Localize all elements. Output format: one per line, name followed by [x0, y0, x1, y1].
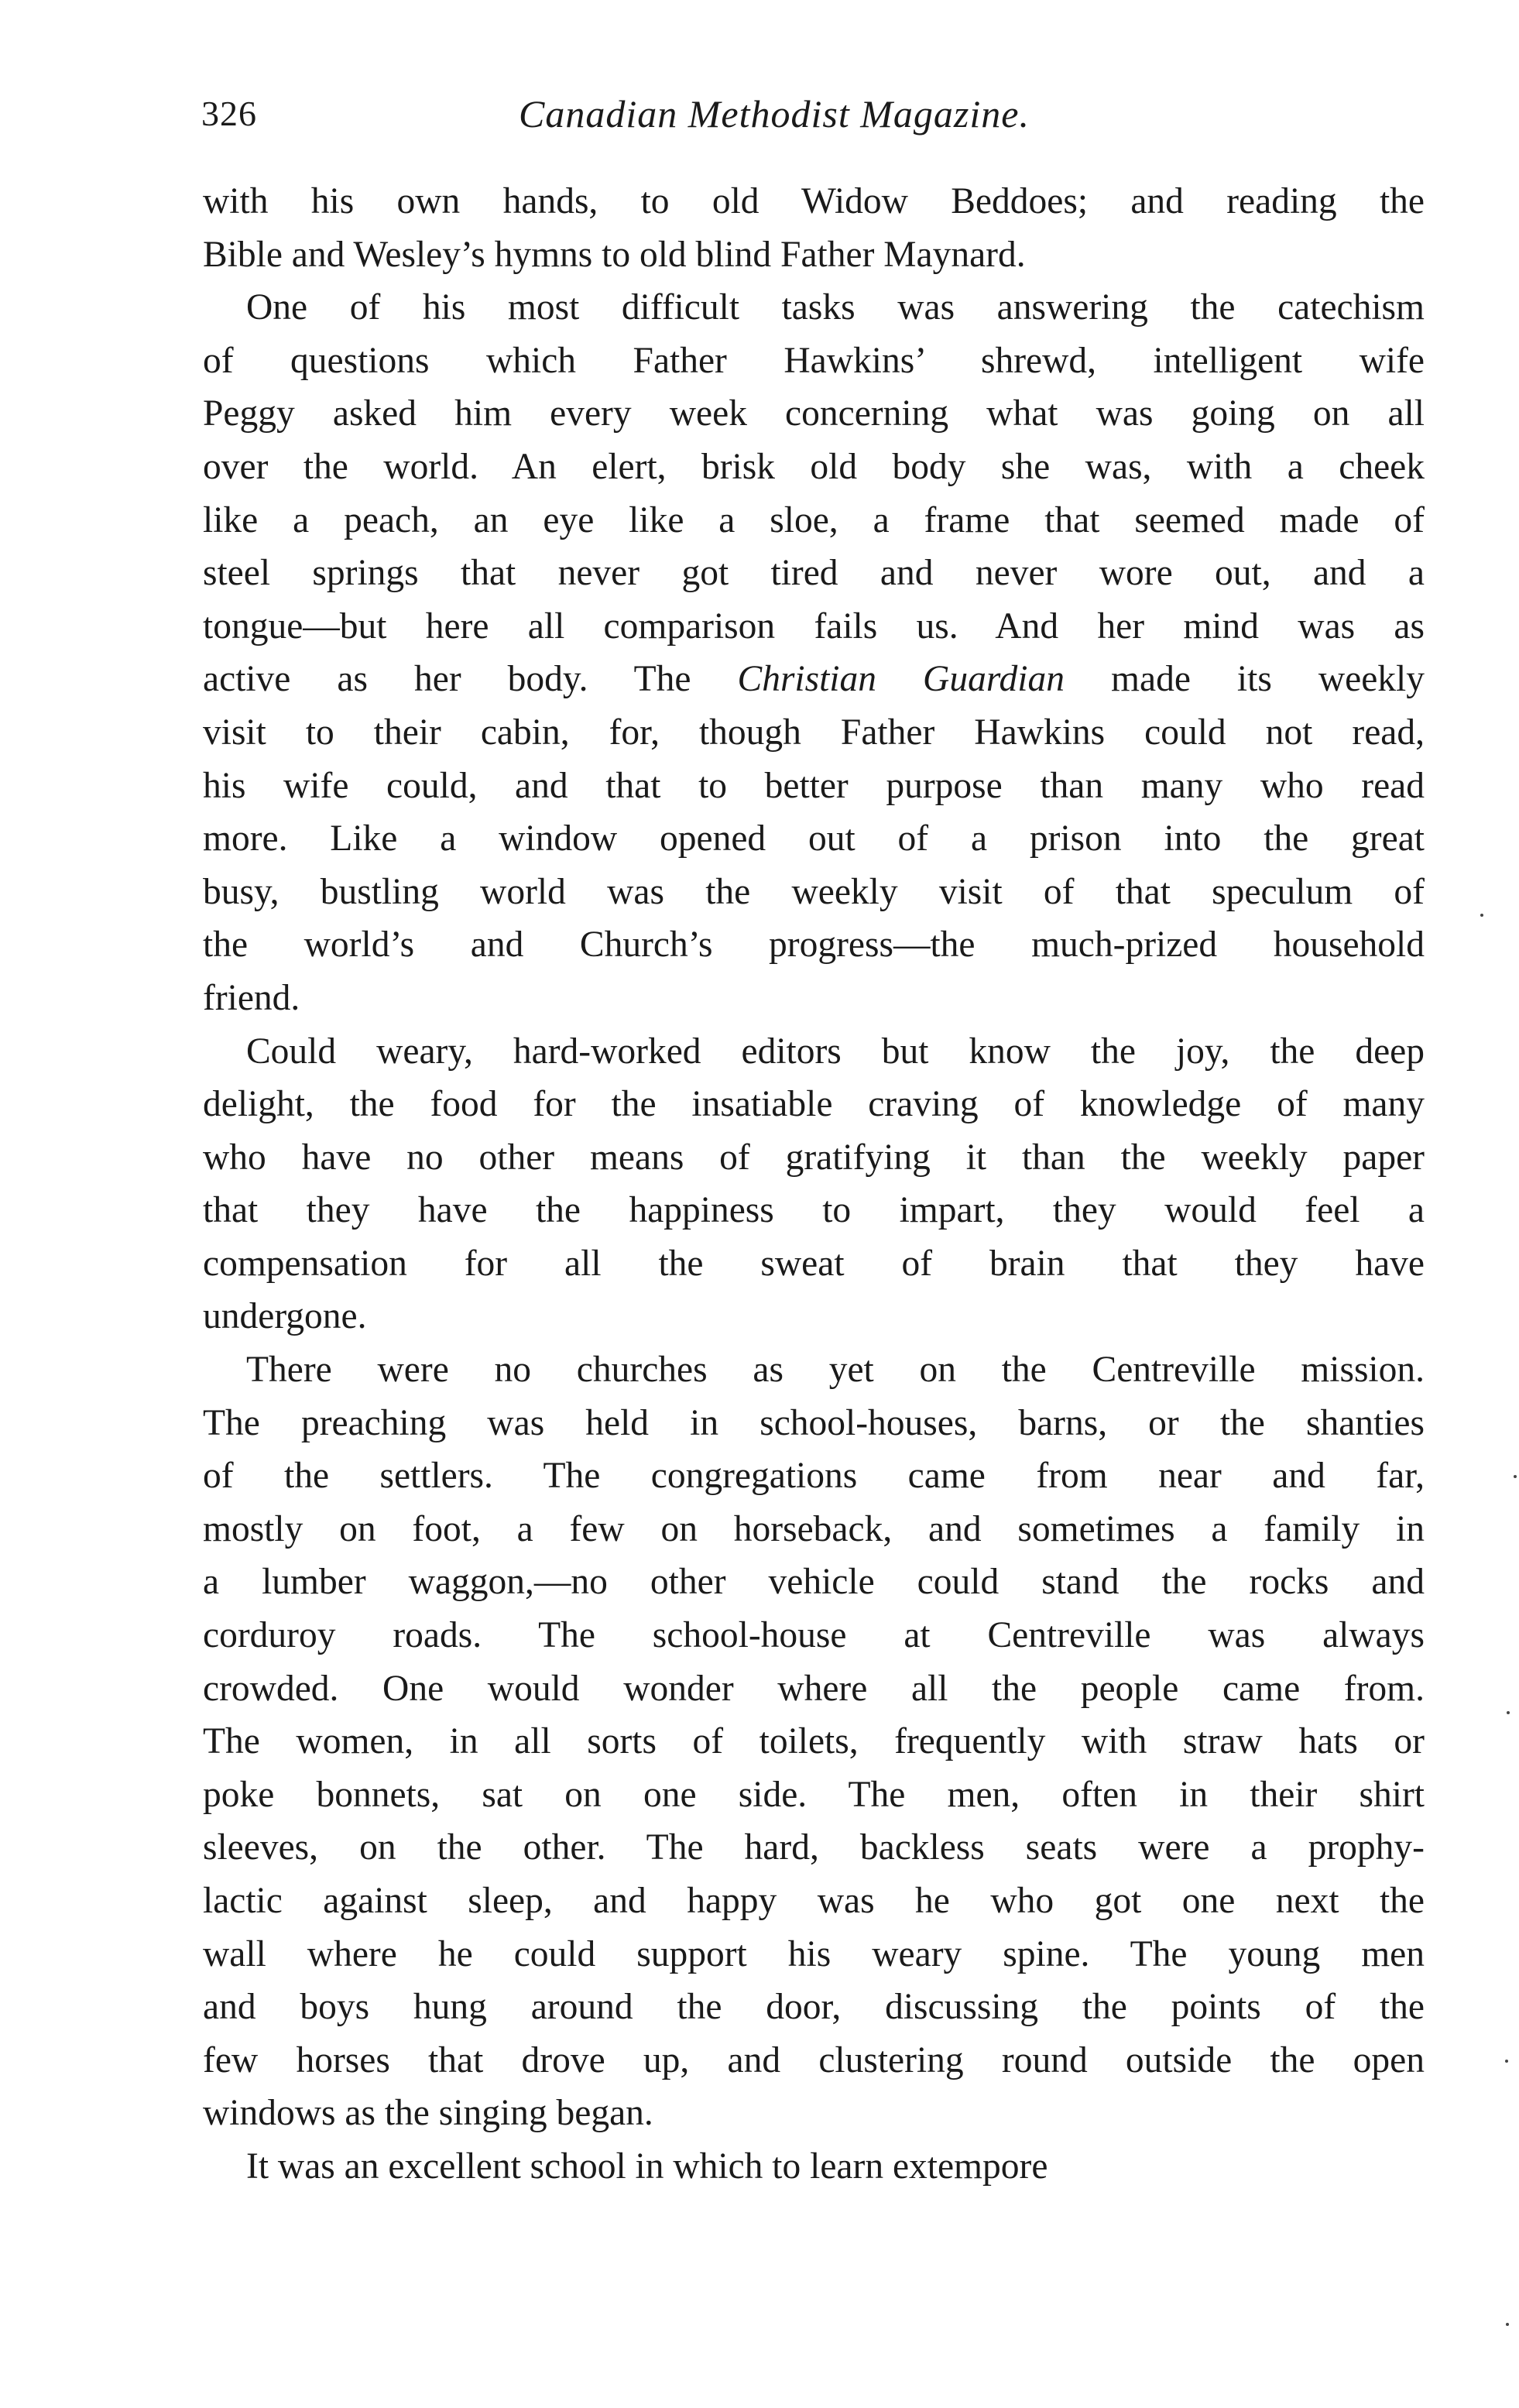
- text-line: a lumber waggon,—no other vehicle could stand the rocks and: [203, 1562, 1425, 1603]
- text-line: and boys hung around the door, discussing the points of the: [203, 1987, 1425, 2028]
- italic-title: Christian Guardian: [737, 659, 1065, 700]
- margin-speck: [1505, 2060, 1508, 2063]
- text-line: The women, in all sorts of toilets, frequently with straw hats or: [203, 1721, 1425, 1762]
- text-line: The preaching was held in school-houses, barns, or the shanties: [203, 1402, 1425, 1443]
- text-line: compensation for all the sweat of brain that they have: [203, 1243, 1425, 1284]
- paragraph: [203, 1025, 1425, 1344]
- paragraph: [203, 2140, 1425, 2194]
- text-line: with his own hands, to old Widow Beddoes; and reading the: [203, 181, 1425, 221]
- text-line: mostly on foot, a few on horseback, and sometimes a family in: [203, 1508, 1425, 1549]
- paragraph: [203, 1343, 1425, 2140]
- text-line: It was an excellent school in which to learn extempore: [246, 2146, 1048, 2187]
- text-line: steel springs that never got tired and never wore out, and a: [203, 553, 1425, 594]
- text-line: There were no churches as yet on the Centreville mission.: [246, 1350, 1425, 1391]
- text-line: busy, bustling world was the weekly visit of that speculum of: [203, 871, 1425, 912]
- text-line: undergone.: [203, 1296, 367, 1337]
- text-line: wall where he could support his weary spine. The young men: [203, 1933, 1425, 1974]
- text-line: delight, the food for the insatiable craving of knowledge of many: [203, 1084, 1425, 1125]
- running-head: [201, 87, 1239, 141]
- margin-speck: [1507, 1711, 1510, 1714]
- text-line: the world’s and Church’s progress—the much-prized household: [203, 924, 1425, 966]
- text-line: that they have the happiness to impart, they would feel a: [203, 1190, 1425, 1231]
- text-line: corduroy roads. The school-house at Centreville was always: [203, 1615, 1425, 1656]
- text-line: visit to their cabin, for, though Father Hawkins could not read,: [203, 712, 1425, 753]
- text-line: more. Like a window opened out of a prison into the great: [203, 818, 1425, 859]
- margin-speck: [1480, 914, 1483, 917]
- text-line: Bible and Wesley’s hymns to old blind Father Maynard.: [203, 234, 1026, 275]
- text-line: active as her body. The Christian Guardian made its weekly: [203, 659, 1425, 700]
- body-text: [203, 175, 1425, 2194]
- text-line: lactic against sleep, and happy was he who got one next the: [203, 1881, 1425, 1921]
- text-line: friend.: [203, 977, 300, 1018]
- text-line: crowded. One would wonder where all the people came from.: [203, 1668, 1425, 1709]
- text-line: One of his most difficult tasks was answering the catechism: [246, 287, 1425, 328]
- margin-speck: [1506, 2323, 1509, 2326]
- text-line: tongue—but here all comparison fails us. And her mind was as: [203, 605, 1425, 647]
- text-line: over the world. An elert, brisk old body she was, with a cheek: [203, 446, 1425, 487]
- text-line: poke bonnets, sat on one side. The men, often in their shirt: [203, 1774, 1425, 1815]
- margin-speck: [1514, 1475, 1517, 1478]
- text-line: his wife could, and that to better purpose than many who read: [203, 765, 1425, 806]
- text-line: sleeves, on the other. The hard, backless seats were a prophy-: [203, 1827, 1425, 1868]
- text-line: windows as the singing began.: [203, 2093, 653, 2134]
- text-line: Peggy asked him every week concerning what was going on all: [203, 393, 1425, 434]
- journal-title: Canadian Methodist Magazine.: [519, 92, 1030, 135]
- paragraph: [203, 175, 1425, 281]
- text-line: few horses that drove up, and clustering round outside the open: [203, 2039, 1425, 2080]
- text-line: of the settlers. The congregations came from near and far,: [203, 1456, 1425, 1497]
- page-number: 326: [201, 94, 257, 133]
- text-line: of questions which Father Hawkins’ shrewd, intelligent wife: [203, 340, 1425, 381]
- paragraph: [203, 281, 1425, 1024]
- text-line: who have no other means of gratifying it than the weekly paper: [203, 1137, 1425, 1178]
- text-line: like a peach, an eye like a sloe, a frame that seemed made of: [203, 499, 1425, 540]
- text-line: Could weary, hard-worked editors but know the joy, the deep: [246, 1031, 1425, 1072]
